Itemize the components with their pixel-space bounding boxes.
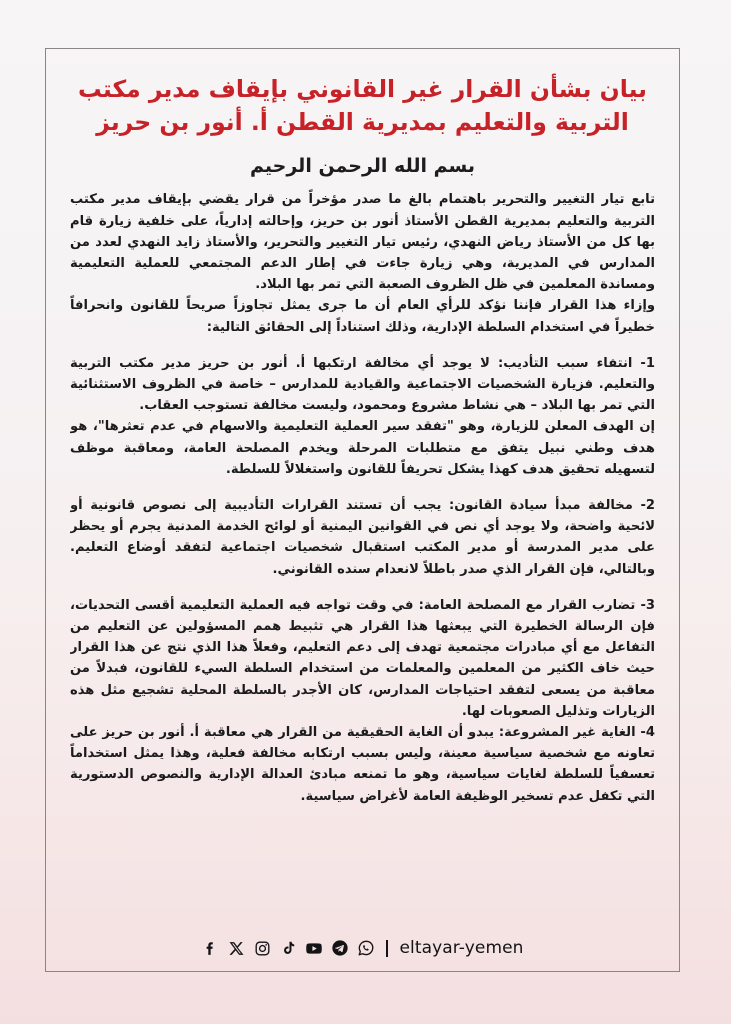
statement-card — [45, 48, 680, 972]
footer-handle[interactable]: eltayar-yemen — [399, 938, 524, 958]
footer-divider — [386, 940, 388, 957]
whatsapp-icon[interactable] — [357, 939, 375, 957]
facebook-icon[interactable] — [201, 939, 219, 957]
paragraph-intro: تابع تيار التغيير والتحرير باهتمام بالغ ما صدر مؤخراً من قرار يقضي بإيقاف مدير مكتب التربية والتعليم بمديرية القطن الأستاذ أنور بن حريز، وإحالته إدارياً، على خلفية زيارة قام بها كل من الأستاذ رياض النهدي، رئيس تيار التغيير والتحرير، والأستاذ زايد النهدي لعدد من المدارس في المديرية، وهي زيارة جاءت في إطار الدعم المجتمعي للعملية التعليمية ومساندة المعلمين في ظل الظروف الصعبة التي تمر بها البلاد. — [70, 192, 655, 293]
page-title-line-1: بيان بشأن القرار غير القانوني بإيقاف مدير مكتب — [78, 75, 647, 103]
paragraph-point-4: 4- الغاية غير المشروعة: يبدو أن الغاية الحقيقية من القرار هي معاقبة أ. أنور بن حريز على تعاونه مع شخصية سياسية معينة، وليس بسبب ارتكابه مخالفة فعلية، وهذا يمثل استخداماً تعسفياً للسلطة لغايات سياسية، وهو ما تمنعه مبادئ العدالة الإدارية والنصوص الدستورية التي تكفل عدم تسخير الوظيفة العامة لأغراض سياسية. — [70, 725, 655, 804]
youtube-icon[interactable] — [305, 939, 323, 957]
x-twitter-icon[interactable] — [227, 939, 245, 957]
page-title-line-2: التربية والتعليم بمديرية القطن أ. أنور بن حريز — [96, 108, 629, 137]
basmala-heading: بسم الله الرحمن الرحيم — [250, 154, 475, 177]
paragraph-point-1: 1- انتفاء سبب التأديب: لا يوجد أي مخالفة ارتكبها أ. أنور بن حريز مدير مكتب التربية والتعليم. فزيارة الشخصيات الاجتماعية والقيادية للمدارس – خاصة في الظروف الاستثنائية التي تمر بها البلاد – هي نشاط مشروع ومحمود، وليست مخالفة تستوجب العقاب. — [70, 355, 655, 414]
paragraph-point-1-continued: إن الهدف المعلن للزيارة، وهو "تفقد سير العملية التعليمية والاسهام في عدم تعثرها"، هو هدف وطني نبيل يتفق مع متطلبات المرحلة ويخدم المصلحة العامة، ومعاقبة موظف لتسهيله تحقيق هدف كهذا يشكل تحريفاً للقانون واستغلالاً للسلطة. — [70, 419, 655, 477]
instagram-icon[interactable] — [253, 939, 271, 957]
paragraph-point-3: 3- تضارب القرار مع المصلحة العامة: في وقت تواجه فيه العملية التعليمية أقسى التحديات، فإن الرسالة الخطيرة التي يبعثها هذا القرار هي تثبيط همم المسؤولين عن التعليم من التفاعل مع أي مبادرات مجتمعية تهدف إلى دعم التعليم، وفعلاً هذا الذي نتج عن هذا القرار حيث خاف الكثير من المعلمين والمعلمات من استخدام السلطة السيء للقانون، فبدلاً من معاقبة من يسعى لتفقد احتياجات المدارس، كان الأجدر بالسلطة المحلية تشجيع مثل هذه الزيارات وتذليل الصعوبات لها. — [70, 597, 655, 719]
social-footer — [70, 938, 655, 958]
telegram-icon[interactable] — [331, 939, 349, 957]
tiktok-icon[interactable] — [279, 939, 297, 957]
page-title — [68, 73, 657, 140]
paragraph-point-2: 2- مخالفة مبدأ سيادة القانون: يجب أن تستند القرارات التأديبية إلى نصوص قانونية أو لائحية واضحة، ولا يوجد أي نص في القوانين اليمنية أو لوائح الخدمة المدنية يجرم أو يحظر على مدير المدرسة أو مدير المكتب استقبال شخصيات اجتماعية لتفقد أوضاع التعليم. وبالتالي، فإن القرار الذي صدر باطلاً لانعدام سنده القانوني. — [70, 498, 655, 577]
statement-body — [70, 189, 655, 938]
paragraph-assertion: وإزاء هذا القرار فإننا نؤكد للرأي العام أن ما جرى يمثل تجاوزاً صريحاً للقانون وانحرافاً خطيراً في استخدام السلطة الإدارية، وذلك استناداً إلى الحقائق التالية: — [70, 298, 655, 335]
